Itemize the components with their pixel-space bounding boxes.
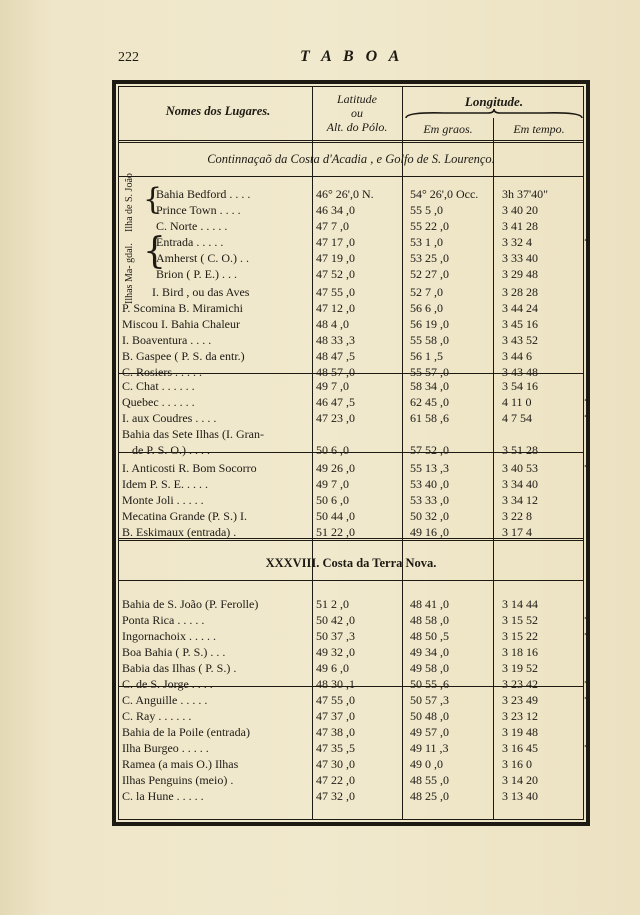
table-row (122, 644, 578, 661)
latitude-value: 48 4 ,0 (316, 317, 349, 331)
longitude-time: 3h 37'40" (502, 187, 549, 201)
group-rule (118, 686, 584, 687)
longitude-degrees: 53 1 ,0 (410, 235, 443, 249)
latitude-value: 49 32 ,0 (316, 645, 355, 659)
longitude-time: 3 28 28 (502, 285, 538, 299)
longitude-degrees: 48 25 ,0 (410, 789, 449, 803)
longitude-degrees: 54° 26',0 Occ. (410, 187, 479, 201)
longitude-time: 3 51 28 (502, 443, 538, 457)
place-name: Ingornachoix . . . . . (122, 629, 216, 643)
table-row (122, 724, 578, 741)
longitude-degrees: 58 34 ,0 (410, 379, 449, 393)
table-row (122, 410, 590, 427)
longitude-time: 3 40 53 (502, 461, 538, 475)
latitude-value: 50 37 ,3 (316, 629, 355, 643)
table-row (122, 772, 578, 789)
table-row (122, 740, 590, 757)
longitude-time: 3 16 45 (502, 741, 538, 755)
longitude-time: 3 16 0 (502, 757, 532, 771)
longitude-degrees: 55 57 ,0 (410, 365, 449, 379)
table-row (122, 612, 590, 629)
col-header-lat-3: Alt. do Pólo. (326, 120, 388, 134)
latitude-value: 46 34 ,0 (316, 203, 355, 217)
col-header-name: Nomes dos Lugares. (165, 104, 271, 118)
longitude-time: 3 43 52 (502, 333, 538, 347)
place-name: I. Bird , ou das Aves (152, 285, 250, 299)
place-name: C. Norte . . . . . (156, 219, 228, 233)
table-row (122, 234, 590, 251)
longitude-time: 3 13 40 (502, 789, 538, 803)
table-row (122, 218, 578, 235)
table-row (122, 508, 578, 525)
latitude-value: 49 6 ,0 (316, 661, 349, 675)
place-name: Amherst ( C. O.) . . (156, 251, 249, 265)
longitude-time: 3 23 49 (502, 693, 538, 707)
place-name: Miscou I. Bahia Chaleur (122, 317, 240, 331)
section-heading-acadia: Continnaçaõ da Costa d'Acadia , e Golfo de S. Lourenço. (207, 152, 495, 166)
asterisk-mark: * (584, 678, 590, 690)
table-row (122, 202, 578, 219)
longitude-degrees: 55 5 ,0 (410, 203, 443, 217)
latitude-value: 50 6 ,0 (316, 493, 349, 507)
latitude-value: 50 42 ,0 (316, 613, 355, 627)
longitude-degrees: 49 11 ,3 (410, 741, 449, 755)
place-name: Bahia de la Poile (entrada) (122, 725, 250, 739)
table-row (122, 692, 590, 709)
longitude-degrees: 52 27 ,0 (410, 267, 449, 281)
page-number: 222 (118, 50, 139, 65)
place-name: Idem P. S. E. . . . . (122, 477, 209, 491)
group-rule (118, 373, 584, 374)
asterisk-mark: * (584, 236, 590, 248)
place-name: Bahia Bedford . . . . (156, 187, 251, 201)
longitude-degrees: 55 22 ,0 (410, 219, 449, 233)
table-row (122, 492, 578, 509)
longitude-time: 3 29 48 (502, 267, 538, 281)
place-name: C. Anguille . . . . . (122, 693, 208, 707)
place-name: C. la Hune . . . . . (122, 789, 204, 803)
col-header-em-graos: Em graos. (423, 122, 473, 136)
longitude-time: 3 17 4 (502, 525, 532, 539)
latitude-value: 47 22 ,0 (316, 773, 355, 787)
table-row (122, 284, 578, 301)
latitude-value: 47 32 ,0 (316, 789, 355, 803)
longitude-degrees: 50 55 ,6 (410, 677, 449, 691)
longitude-time: 3 18 16 (502, 645, 538, 659)
col-header-lat-2: ou (351, 106, 363, 120)
latitude-value: 46 47 ,5 (316, 395, 355, 409)
latitude-value: 49 26 ,0 (316, 461, 355, 475)
longitude-degrees: 56 19 ,0 (410, 317, 449, 331)
place-name: B. Eskimaux (entrada) . (122, 525, 237, 539)
longitude-time: 3 33 40 (502, 251, 538, 265)
table-row (122, 300, 578, 317)
place-name: Ilha Burgeo . . . . . (122, 741, 209, 755)
group-rule (118, 452, 584, 453)
section-rule-1 (118, 176, 584, 177)
place-name: Ponta Rica . . . . . (122, 613, 205, 627)
table-row (122, 348, 578, 365)
asterisk-mark: * (584, 742, 590, 754)
place-name: C. Chat . . . . . . (122, 379, 195, 393)
place-name: B. Gaspee ( P. S. da entr.) (122, 349, 245, 363)
longitude-time: 3 15 52 (502, 613, 538, 627)
latitude-value: 47 35 ,5 (316, 741, 355, 755)
longitude-time: 3 34 12 (502, 493, 538, 507)
place-name: de P. S. O.) . . . . (132, 443, 211, 457)
group-label-ilha-sao-joao: Ilha de S. João (124, 173, 135, 232)
longitude-degrees: 50 48 ,0 (410, 709, 449, 723)
place-name: Quebec . . . . . . (122, 395, 195, 409)
longitude-degrees: 57 52 ,0 (410, 443, 449, 457)
place-name: P. Scomina B. Miramichi (122, 301, 243, 315)
longitude-degrees: 55 58 ,0 (410, 333, 449, 347)
table-row (122, 378, 578, 395)
table-row (122, 660, 578, 677)
latitude-value: 50 44 ,0 (316, 509, 355, 523)
longitude-time: 3 40 20 (502, 203, 538, 217)
latitude-value: 48 33 ,3 (316, 333, 355, 347)
latitude-value: 48 30 ,1 (316, 677, 355, 691)
col-header-lat-1: Latitude (336, 92, 377, 106)
longitude-degrees: 61 58 ,6 (410, 411, 449, 425)
longitude-degrees: 49 58 ,0 (410, 661, 449, 675)
latitude-value: 48 47 ,5 (316, 349, 355, 363)
place-name: I. Boaventura . . . . (122, 333, 212, 347)
longitude-time: 3 44 6 (502, 349, 532, 363)
table-row (122, 316, 578, 333)
longitude-time: 3 14 20 (502, 773, 538, 787)
group-brace-icon: { (143, 231, 166, 272)
place-name: I. Anticosti R. Bom Socorro (122, 461, 257, 475)
place-name: C. de S. Jorge . . . . (122, 677, 213, 691)
table-row (122, 708, 578, 725)
page-header (0, 48, 640, 72)
place-name: C. Ray . . . . . . (122, 709, 192, 723)
table-row (122, 476, 578, 493)
table-row (122, 442, 578, 459)
table-row (122, 332, 578, 349)
latitude-value: 51 2 ,0 (316, 597, 349, 611)
latitude-value: 47 12 ,0 (316, 301, 355, 315)
longitude-time: 3 43 48 (502, 365, 538, 379)
latitude-value: 50 6 ,0 (316, 443, 349, 457)
latitude-value: 49 7 ,0 (316, 379, 349, 393)
place-name: Boa Bahia ( P. S.) . . . (122, 645, 226, 659)
longitude-degrees: 53 40 ,0 (410, 477, 449, 491)
latitude-value: 47 19 ,0 (316, 251, 355, 265)
place-name: Ramea (a mais O.) Ilhas (122, 757, 239, 771)
longitude-time: 3 44 24 (502, 301, 538, 315)
latitude-value: 47 17 ,0 (316, 235, 355, 249)
longitude-degrees: 49 34 ,0 (410, 645, 449, 659)
longitude-time: 3 22 8 (502, 509, 532, 523)
latitude-value: 47 30 ,0 (316, 757, 355, 771)
latitude-value: 47 23 ,0 (316, 411, 355, 425)
place-name: Ilhas Penguins (meio) . (122, 773, 234, 787)
longitude-time: 3 19 52 (502, 661, 538, 675)
latitude-value: 47 52 ,0 (316, 267, 355, 281)
place-name: Brion ( P. E.) . . . (156, 267, 237, 281)
place-name: Babia das Ilhas ( P. S.) . (122, 661, 237, 675)
table-row (122, 460, 590, 477)
longitude-degrees: 50 32 ,0 (410, 509, 449, 523)
longitude-degrees: 50 57 ,3 (410, 693, 449, 707)
longitude-time: 3 45 16 (502, 317, 538, 331)
latitude-value: 48 57 ,0 (316, 365, 355, 379)
group-label-ilhas-magdal: Ilhas Ma- gdal. (124, 243, 135, 304)
latitude-value: 47 55 ,0 (316, 693, 355, 707)
group-brace-icon: { (143, 182, 163, 217)
table-row (122, 788, 578, 805)
longitude-degrees: 49 0 ,0 (410, 757, 443, 771)
table-row (122, 394, 590, 411)
longitude-time: 4 7 54 (502, 411, 532, 425)
longitude-degrees: 53 33 ,0 (410, 493, 449, 507)
place-name: Bahia de S. João (P. Ferolle) (122, 597, 259, 611)
section-rule-3 (118, 580, 584, 581)
table-row (122, 756, 578, 773)
longitude-time: 3 41 28 (502, 219, 538, 233)
table-row (122, 676, 590, 693)
longitude-brace-icon (404, 108, 584, 120)
latitude-value: 47 55 ,0 (316, 285, 355, 299)
place-name: I. aux Coudres . . . . (122, 411, 217, 425)
longitude-time: 3 23 42 (502, 677, 538, 691)
longitude-degrees: 62 45 ,0 (410, 395, 449, 409)
longitude-degrees: 56 6 ,0 (410, 301, 443, 315)
longitude-time: 3 34 40 (502, 477, 538, 491)
longitude-time: 3 14 44 (502, 597, 538, 611)
longitude-time: 4 11 0 (502, 395, 532, 409)
longitude-time: 3 23 12 (502, 709, 538, 723)
header-rule (118, 140, 584, 146)
place-name: Bahia das Sete Ilhas (I. Gran- (122, 427, 264, 441)
latitude-value: 51 22 ,0 (316, 525, 355, 539)
latitude-value: 46° 26',0 N. (316, 187, 374, 201)
longitude-time: 3 54 16 (502, 379, 538, 393)
longitude-degrees: 52 7 ,0 (410, 285, 443, 299)
latitude-value: 47 38 ,0 (316, 725, 355, 739)
asterisk-mark: * (584, 694, 590, 706)
page-title: T A B O A (300, 48, 404, 65)
section-rule-2 (118, 538, 584, 544)
latitude-value: 49 7 ,0 (316, 477, 349, 491)
longitude-degrees: 48 50 ,5 (410, 629, 449, 643)
col-header-em-tempo: Em tempo. (513, 122, 565, 136)
asterisk-mark: * (584, 412, 590, 424)
table-row (122, 250, 578, 267)
asterisk-mark: * (584, 614, 590, 626)
longitude-degrees: 56 1 ,5 (410, 349, 443, 363)
longitude-degrees: 48 58 ,0 (410, 613, 449, 627)
place-name: Mecatina Grande (P. S.) I. (122, 509, 247, 523)
longitude-degrees: 55 13 ,3 (410, 461, 449, 475)
place-name: Entrada . . . . . (156, 235, 224, 249)
table-row (122, 266, 578, 283)
latitude-value: 47 37 ,0 (316, 709, 355, 723)
longitude-degrees: 49 16 ,0 (410, 525, 449, 539)
longitude-time: 3 19 48 (502, 725, 538, 739)
place-name: C. Rosiers . . . . . (122, 365, 203, 379)
longitude-degrees: 48 41 ,0 (410, 597, 449, 611)
place-name: Monte Joli . . . . . (122, 493, 204, 507)
longitude-degrees: 48 55 ,0 (410, 773, 449, 787)
table-row (122, 426, 578, 443)
table-row (122, 186, 578, 203)
col-header-longitude: Longitude. (464, 94, 524, 109)
longitude-time: 3 32 4 (502, 235, 532, 249)
asterisk-mark: * (584, 396, 590, 408)
longitude-degrees: 53 25 ,0 (410, 251, 449, 265)
table-row (122, 596, 578, 613)
place-name: Prince Town . . . . (156, 203, 241, 217)
asterisk-mark: * (584, 462, 590, 474)
longitude-degrees: 49 57 ,0 (410, 725, 449, 739)
table-row (122, 628, 590, 645)
asterisk-mark: * (584, 630, 590, 642)
latitude-value: 47 7 ,0 (316, 219, 349, 233)
section-heading-terra-nova: XXXVIII. Costa da Terra Nova. (265, 556, 437, 570)
longitude-time: 3 15 22 (502, 629, 538, 643)
